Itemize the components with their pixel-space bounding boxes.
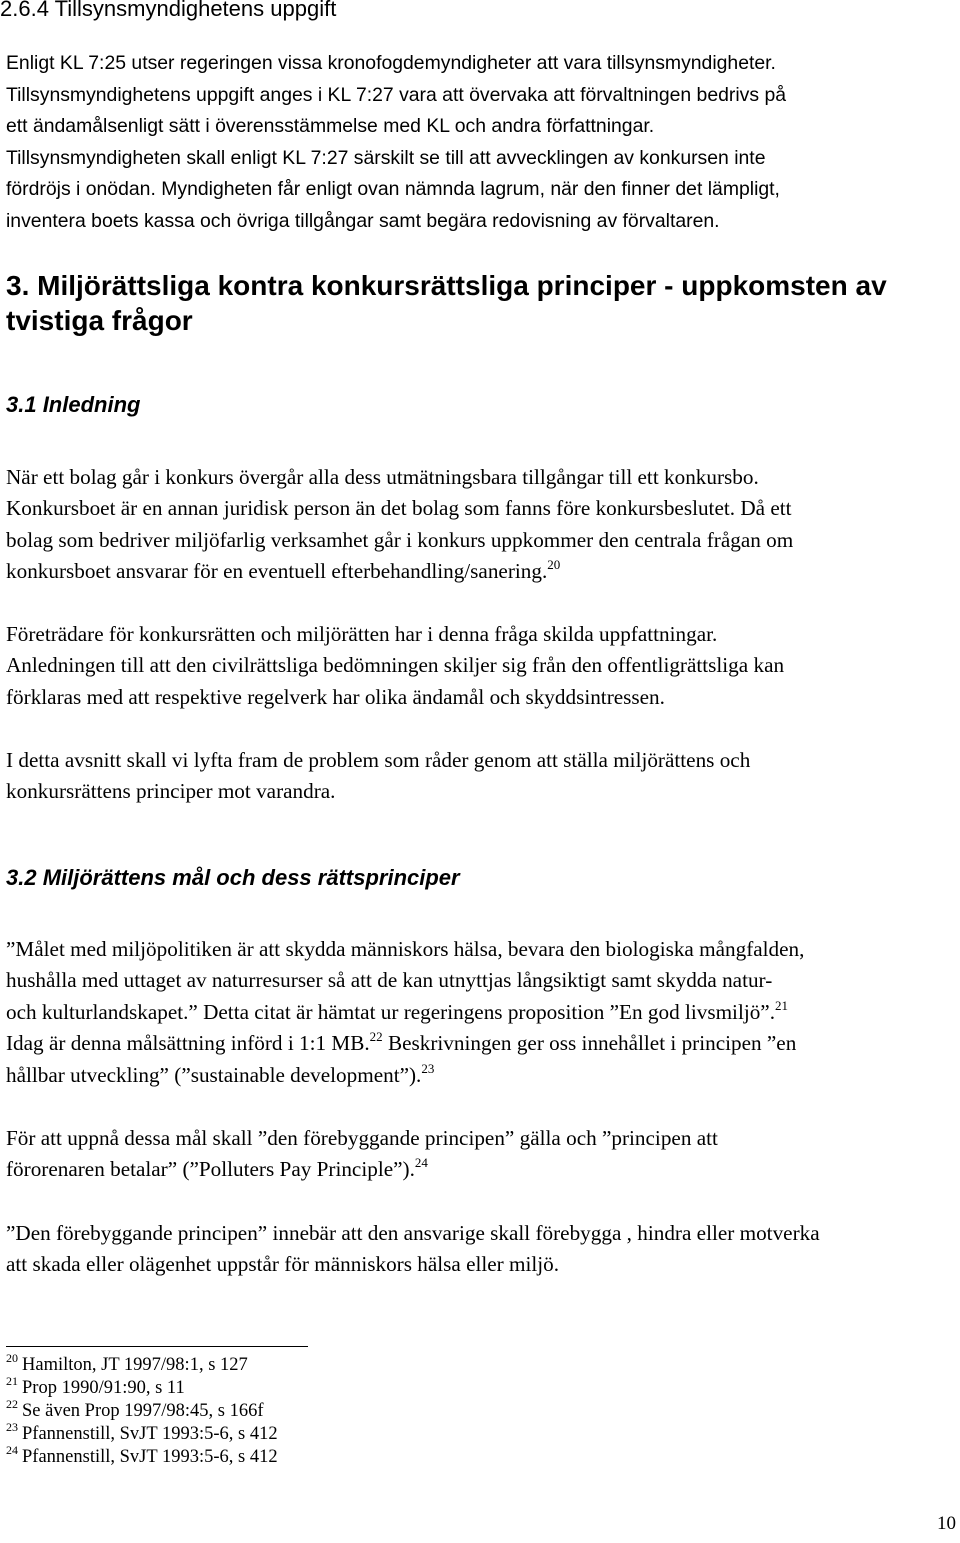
footnote-ref-20[interactable]: 20	[547, 557, 561, 573]
text-line	[6, 997, 960, 1028]
text-line: Företrädare för konkursrätten och miljörätten har i denna fråga skilda uppfattningar.	[6, 622, 718, 646]
footnote-number: 21	[6, 1374, 18, 1389]
text-line: Tillsynsmyndigheten skall enligt KL 7:27 särskilt se till att avvecklingen av konkursen inte	[6, 146, 766, 169]
text-line: När ett bolag går i konkurs övergår alla dess utmätningsbara tillgångar till ett konkursbo.	[6, 465, 759, 489]
text-fragment: Idag är denna målsättning införd i 1:1 MB.	[6, 1031, 370, 1056]
text-line: bolag som bedriver miljöfarlig verksamhet går i konkurs uppkommer den centrala frågan om	[6, 527, 794, 552]
footnote-text: Se även Prop 1997/98:45, s 166f	[22, 1401, 264, 1422]
footnote-ref-21[interactable]: 21	[775, 997, 789, 1013]
footnote-ref-24[interactable]: 24	[414, 1155, 428, 1171]
text-line: ”Målet med miljöpolitiken är att skydda människors hälsa, bevara den biologiska mångfalden,	[6, 937, 805, 961]
paragraph-inledning-2	[6, 619, 960, 713]
footnotes	[6, 1351, 278, 1469]
footnote-text: Prop 1990/91:90, s 11	[22, 1378, 185, 1399]
text-line: hushålla med uttaget av naturresurser så att de kan utnyttjas långsiktigt samt skydda natur-	[6, 968, 773, 993]
footnote-number: 20	[6, 1351, 18, 1365]
text-line: att skada eller olägenhet uppstår för människors hälsa eller miljö.	[6, 1252, 560, 1277]
text-fragment: hållbar utveckling” (”sustainable development”).	[6, 1062, 422, 1087]
footnote-20	[6, 1351, 278, 1377]
footnote-text: Pfannenstill, SvJT 1993:5-6, s 412	[22, 1424, 278, 1445]
text-line	[6, 1154, 960, 1185]
footnote-24	[6, 1443, 278, 1469]
footnote-text: Hamilton, JT 1997/98:1, s 127	[22, 1355, 248, 1375]
footnote-separator	[6, 1346, 308, 1347]
text-line: Enligt KL 7:25 utser regeringen vissa kronofogdemyndigheter att vara tillsynsmyndigheter.	[6, 52, 776, 74]
section-heading-3-2: 3.2 Miljörättens mål och dess rättsprinciper	[6, 865, 460, 890]
paragraph-miljorattens-mal-3	[6, 1218, 960, 1281]
section-heading-3-1: 3.1 Inledning	[6, 392, 141, 417]
text-line: Konkursboet är en annan juridisk person än det bolag som fanns före konkursbeslutet. Då ett	[6, 496, 792, 521]
text-line: konkursrättens principer mot varandra.	[6, 779, 336, 804]
text-line: förklaras med att respektive regelverk har olika ändamål och skyddsintressen.	[6, 684, 665, 709]
footnote-number: 22	[6, 1397, 18, 1412]
paragraph-miljorattens-mal-2	[6, 1123, 960, 1186]
footnote-number: 24	[6, 1443, 18, 1458]
text-line	[6, 556, 960, 587]
paragraph-tillsynsmyndighetens-uppgift	[6, 48, 960, 237]
paragraph-inledning-3	[6, 745, 960, 808]
text-fragment: förorenaren betalar” (”Polluters Pay Principle”).	[6, 1157, 415, 1182]
text-line: För att uppnå dessa mål skall ”den förebyggande principen” gälla och ”principen att	[6, 1126, 718, 1150]
footnote-number: 23	[6, 1420, 18, 1435]
section-heading-3: 3. Miljörättsliga kontra konkursrättsliga principer - uppkomsten av tvistiga frågor	[6, 270, 887, 336]
section-heading-2-6-4: 2.6.4 Tillsynsmyndighetens uppgift	[0, 0, 337, 21]
page-number: 10	[937, 1513, 956, 1534]
text-line: inventera boets kassa och övriga tillgångar samt begära redovisning av förvaltaren.	[6, 209, 720, 232]
text-line: fördröjs i onödan. Myndigheten får enligt ovan nämnda lagrum, när den finner det lämpligt,	[6, 178, 780, 200]
text-line: I detta avsnitt skall vi lyfta fram de problem som råder genom att ställa miljörättens och	[6, 748, 751, 772]
text-line: Tillsynsmyndighetens uppgift anges i KL 7:27 vara att övervaka att förvaltningen bedrivs på	[6, 83, 787, 106]
text-line: ”Den förebyggande principen” innebär att den ansvarige skall förebygga , hindra eller motverka	[6, 1221, 820, 1245]
footnote-text: Pfannenstill, SvJT 1993:5-6, s 412	[22, 1447, 278, 1468]
footnote-21	[6, 1374, 278, 1400]
text-line	[6, 1028, 960, 1059]
footnote-ref-23[interactable]: 23	[421, 1060, 435, 1076]
text-line	[6, 1060, 960, 1091]
paragraph-inledning-1	[6, 462, 960, 588]
text-line: Anledningen till att den civilrättsliga bedömningen skiljer sig från den offentligrättsliga kan	[6, 653, 785, 678]
footnote-ref-22[interactable]: 22	[369, 1029, 383, 1045]
text-fragment: och kulturlandskapet.” Detta citat är hämtat ur regeringens proposition ”En god livsmiljö”.	[6, 999, 776, 1024]
footnote-23	[6, 1420, 278, 1446]
paragraph-miljorattens-mal-1	[6, 934, 960, 1091]
text-fragment: konkursboet ansvarar för en eventuell efterbehandling/sanering.	[6, 559, 548, 584]
text-line: ett ändamålsenligt sätt i överensstämmelse med KL och andra författningar.	[6, 115, 655, 137]
text-fragment: Beskrivningen ger oss innehållet i principen ”en	[382, 1031, 797, 1056]
footnote-22	[6, 1397, 278, 1423]
